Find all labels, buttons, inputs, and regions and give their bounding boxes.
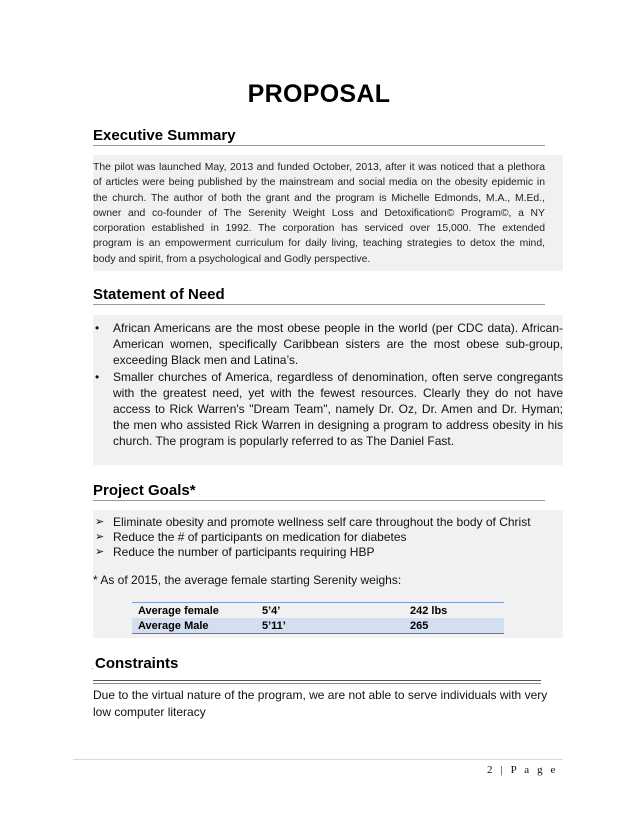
constraints-marker: . (91, 662, 94, 671)
constraints-rule-secondary (93, 683, 541, 684)
table-row (132, 618, 504, 634)
table-cell: 5’4’ (262, 604, 281, 617)
statement-of-need-heading: Statement of Need (93, 286, 545, 305)
page-number: 2 | P a g e (486, 764, 558, 776)
page-title: PROPOSAL (247, 80, 391, 108)
project-goals-heading: Project Goals* (93, 482, 545, 501)
executive-summary-body: The pilot was launched May, 2013 and funded October, 2013, after it was noticed that a plethora of articles were being published by the mainstream and social media on the obesity epidemic in the church. The author of both the grant and the program is Michelle Edmonds, M.A., M.Ed., owner and co-founder of The Serenity Weight Loss and Detoxification© Program©, a NY corporation established in 1992. The corporation has serviced over 15,000. The extended program is an empowerment curriculum for daily living, teaching strategies to detox the mind, body and spirit, from a psychological and Godly perspective. (93, 162, 545, 265)
table-row (132, 603, 504, 619)
table-cell: 242 lbs (410, 604, 448, 617)
table-cell: 5’11’ (256, 618, 404, 634)
list-item: • Smaller churches of America, regardless of denomination, often serve congregants with the greatest need, yet with the fewest resources. Clearly they do not have access to Rick Warren's "Dream Team", namely Dr. Oz, Dr. Amen and Dr. Hyman; the men who assisted Rick Warren in designing a program to address obesity in his church. The program is popularly referred to as The Daniel Fast. (95, 370, 563, 448)
average-weight-table (132, 602, 504, 634)
list-item: • African Americans are the most obese people in the world (per CDC data). African-American women, specifically Caribbean sisters are the most obese sub-group, exceeding Black men and Latina’s. (95, 321, 563, 367)
constraints-heading: Constraints (95, 655, 179, 672)
table-cell: Average Male (132, 618, 256, 634)
table-cell: 265 (404, 618, 504, 634)
list-item: ➢ Reduce the number of participants requiring HBP (95, 545, 375, 559)
average-weight-note: * As of 2015, the average female starting Serenity weighs: (93, 573, 402, 587)
constraints-body: Due to the virtual nature of the program, we are not able to serve individuals with very low computer literacy (93, 688, 548, 719)
executive-summary-heading: Executive Summary (93, 127, 545, 146)
table-cell: Average female (138, 604, 219, 617)
arrow-bullet-icon: ➢ (95, 531, 105, 543)
arrow-bullet-icon: ➢ (95, 546, 105, 558)
goals-list (93, 515, 563, 560)
constraints-rule (93, 680, 541, 681)
list-item: ➢ Eliminate obesity and promote wellness self care throughout the body of Christ (95, 515, 531, 529)
footer-divider (73, 759, 563, 760)
list-item: ➢ Reduce the # of participants on medication for diabetes (95, 530, 407, 544)
arrow-bullet-icon: ➢ (95, 516, 105, 528)
need-bullet-list (93, 320, 563, 450)
bullet-icon: • (95, 321, 100, 335)
bullet-icon: • (95, 370, 100, 384)
